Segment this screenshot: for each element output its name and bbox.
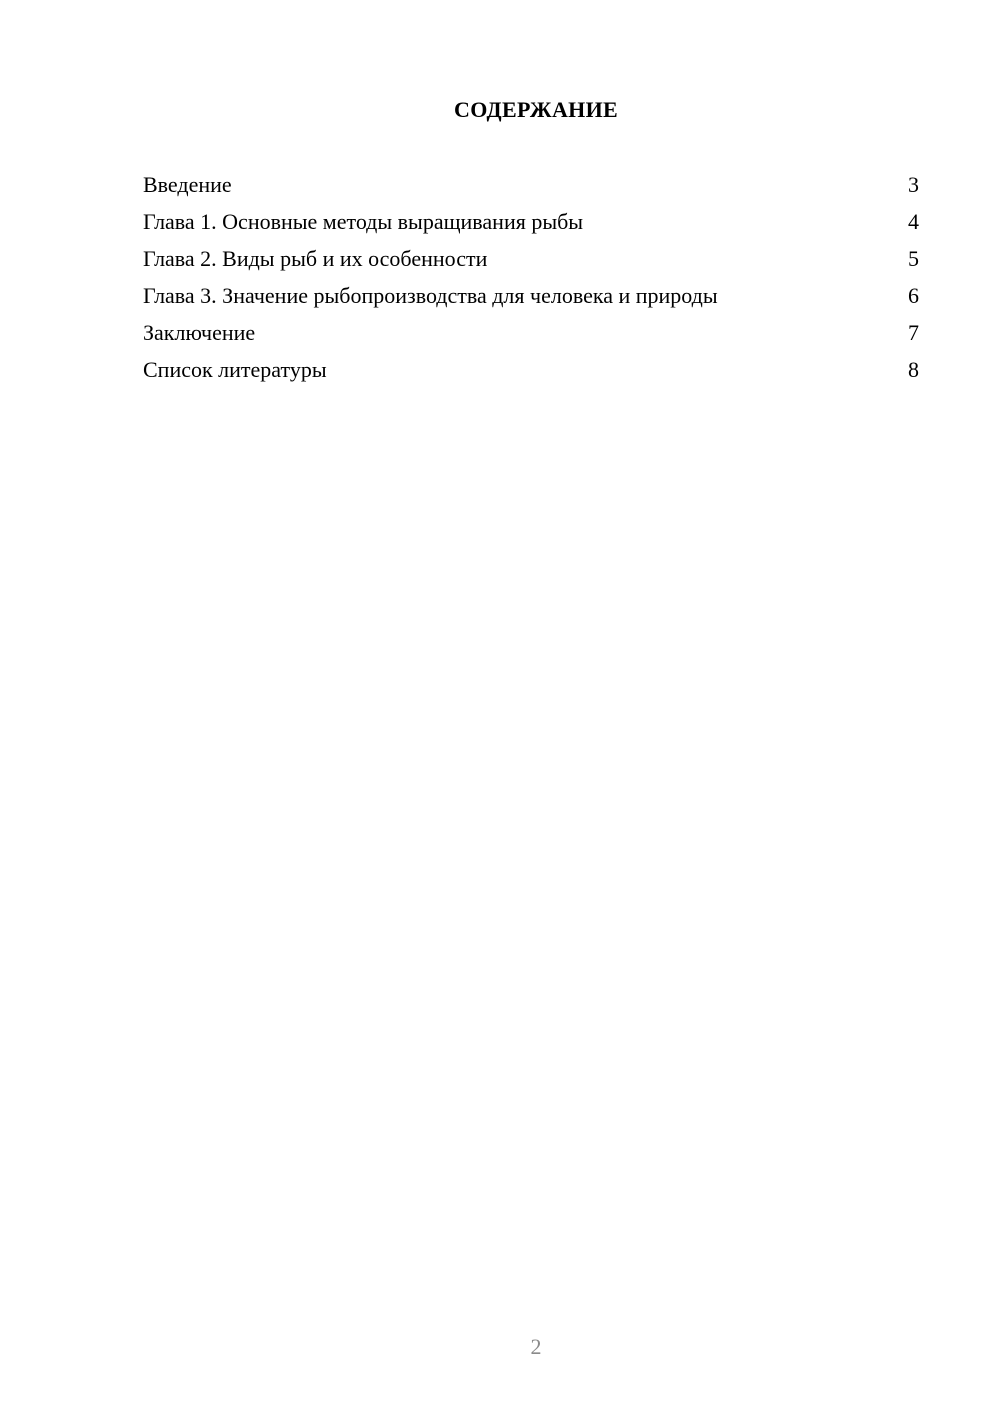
toc-heading: СОДЕРЖАНИЕ: [454, 97, 618, 122]
toc-entry-conclusion: [143, 318, 919, 355]
toc-entry-page: 3: [908, 172, 919, 197]
toc-entry-title: Введение: [143, 172, 232, 197]
toc-entry-chapter-3: [143, 281, 919, 318]
toc-entry-page: 5: [908, 246, 919, 271]
toc-entry-chapter-1: [143, 207, 919, 244]
toc-entry-page: 4: [908, 209, 919, 234]
toc-entry-title: Глава 1. Основные методы выращивания рыбы: [143, 209, 584, 234]
toc-entry-chapter-2: [143, 244, 919, 281]
toc-entry-introduction: [143, 170, 919, 207]
toc-entry-page: 6: [908, 283, 919, 308]
toc-entry-title: Список литературы: [143, 357, 327, 382]
toc-entry-title: Заключение: [143, 320, 256, 345]
toc-list: [143, 170, 919, 392]
toc-entry-references: [143, 355, 919, 392]
toc-entry-title: Глава 3. Значение рыбопроизводства для человека и природы: [143, 283, 718, 308]
toc-entry-title: Глава 2. Виды рыб и их особенности: [143, 246, 488, 271]
page-number: 2: [530, 1334, 542, 1359]
toc-entry-page: 7: [908, 320, 919, 345]
toc-entry-page: 8: [908, 357, 919, 382]
